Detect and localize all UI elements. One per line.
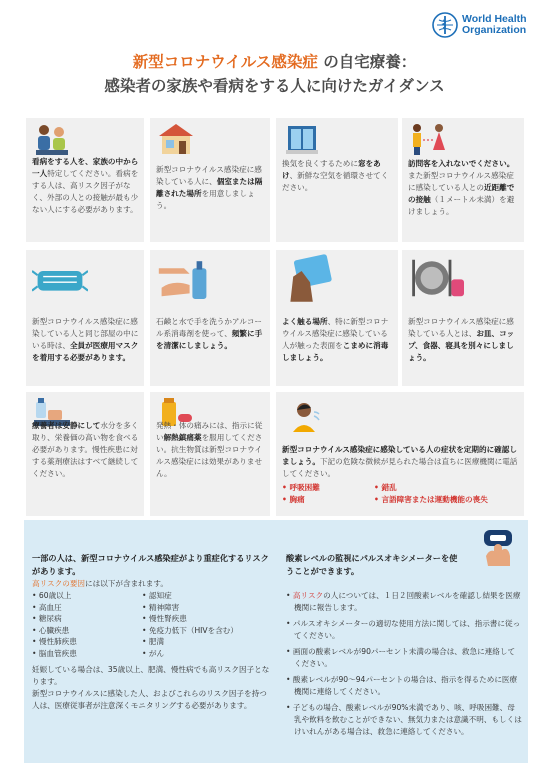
guidance-text-bold: 療養者は安静にして xyxy=(32,421,101,430)
guidance-text xyxy=(408,316,519,364)
page-title: 新型コロナウイルス感染症 の自宅療養： xyxy=(132,53,417,71)
guidance-text xyxy=(408,158,519,218)
risk-factor-item: • 60歳以上 xyxy=(32,591,72,600)
bottom-info-panel xyxy=(24,520,528,763)
guidance-text-bold: 窓をあけ xyxy=(282,159,381,180)
danger-sign-list xyxy=(282,482,519,506)
guidance-text-bold: よく触る場所 xyxy=(282,317,328,326)
guidance-text-span: 新型コロナウイルス感染症に感染している人とは、 xyxy=(408,317,514,338)
guidance-text-bold: 看病をする人を、家族の中から一人 xyxy=(32,157,139,178)
symptom-person-icon xyxy=(290,398,324,432)
symptom-card xyxy=(276,392,524,516)
handwash-icon xyxy=(156,254,212,302)
guidance-text-span: 特定してください。看病をする人は、高リスク因子がなく、外部の人との接触が最も少ない人にする必要があります。 xyxy=(32,169,139,214)
guidance-card xyxy=(150,118,270,242)
guidance-card xyxy=(26,392,144,516)
guidance-text xyxy=(32,156,139,216)
guidance-card xyxy=(26,250,144,386)
oximeter-bullet: • 高リスクの人については、１日２回酸素レベルを確認し結果を医療機関に報告します。 xyxy=(286,591,521,612)
guidance-text xyxy=(156,164,265,212)
guidance-text-span: 石鹸と水で手を洗うかアルコール系消毒剤を使って、 xyxy=(156,317,263,338)
risk-factor-item: • 高血圧 xyxy=(32,602,62,612)
guidance-card xyxy=(150,250,270,386)
risk-factor-column xyxy=(32,552,270,712)
guidance-card xyxy=(276,118,398,242)
guidance-text-bold: 全員が医療用マスクを着用する必要があります。 xyxy=(32,341,139,362)
risk-factor-item: • 心臓疾患 xyxy=(32,625,70,635)
risk-factor-item: • 精神障害 xyxy=(142,602,180,612)
tableware-icon xyxy=(408,254,464,302)
guidance-text-bold: 訪問客を入れないでください。 xyxy=(408,159,515,168)
pregnancy-note: 妊娠している場合は、35歳以上、肥満、慢性病でも高リスク因子となります。 xyxy=(32,665,270,686)
danger-sign-item: • 言語障害または運動機能の喪失 xyxy=(374,495,488,504)
guidance-card xyxy=(26,118,144,242)
oximeter-bullet: • 画面の酸素レベルが90パーセント未満の場合は、救急に連絡してください。 xyxy=(286,647,516,668)
risk-factor-item: • がん xyxy=(142,648,165,658)
caregiver-icon xyxy=(32,122,72,156)
page-subtitle: 感染者の家族や看病をする人に向けたガイダンス xyxy=(104,77,445,95)
guidance-text-span: 、新鮮な空気を循環させてください。 xyxy=(282,171,389,192)
symptom-intro: 下記の危険な徴候が見られた場合は直ちに医療機関に電話してください。 xyxy=(282,457,518,478)
guidance-text-span: 、特に新型コロナウイルス感染症に感染している人が触った表面を xyxy=(282,317,389,350)
guidance-text-span: 新型コロナウイルス感染症に感染している人に、 xyxy=(156,165,262,186)
danger-sign-item: • 胸痛 xyxy=(282,495,305,504)
guidance-card xyxy=(402,118,524,242)
guidance-text xyxy=(156,420,265,480)
risk-label: 高リスクの要因には以下が含まれます。 xyxy=(32,579,168,588)
distance-icon xyxy=(408,122,448,156)
guidance-text-bold: 個室または隔離された場所 xyxy=(156,177,263,198)
risk-factor-list xyxy=(32,590,270,659)
guidance-text-bold: お皿、コップ、食器、寝具を別々にしましょう。 xyxy=(408,329,515,362)
guidance-text-span: 水分を多く取り、栄養価の高い物を食べる必要があります。慢性疾患に対する薬剤療法はすべて継続してください。 xyxy=(32,421,139,478)
who-logo xyxy=(432,12,527,38)
guidance-text xyxy=(32,420,139,480)
oximeter-heading: 酸素レベルの監視にパルスオキシメーターを使うことができます。 xyxy=(286,553,458,576)
guidance-text-bold: 近距離での接触 xyxy=(408,183,515,204)
guidance-card xyxy=(402,250,524,386)
monitoring-note: 新型コロナウイルスに感染した人、およびこれらのリスク因子を持つ人は、医療従事者が注意深くモニタリングする必要があります。 xyxy=(32,689,267,710)
risk-factor-item: • 糖尿病 xyxy=(32,614,62,623)
risk-factor-item: • 脳血管疾患 xyxy=(32,648,77,658)
oximeter-bullet: • 酸素レベルが90～94パーセントの場合は、指示を得るために医療機関に連絡してください。 xyxy=(286,675,518,696)
guidance-text xyxy=(282,316,393,364)
guidance-text xyxy=(282,158,393,194)
risk-factor-item: • 慢性腎疾患 xyxy=(142,614,187,623)
guidance-text-span: 換気を良くするために xyxy=(282,159,358,168)
risk-factor-item: • 慢性肺疾患 xyxy=(32,637,77,646)
guidance-text-bold: 頻繁に手を清潔にしましょう。 xyxy=(156,329,263,350)
risk-factor-item: • 肥満 xyxy=(142,637,165,646)
pulse-oximeter-icon xyxy=(476,526,520,566)
guidance-text-bold: 解熱鎮痛薬 xyxy=(163,433,202,442)
oximeter-bullet: • 子どもの場合、酸素レベルが90%未満であり、咳、呼吸困難、母乳や飲料を飲むことができない、無気力または意識不明、もしくはけいれんがある場合は、救急に連絡してください。 xyxy=(286,703,522,736)
risk-factor-item: • 認知症 xyxy=(142,591,172,600)
guidance-text-span: （１メートル未満）を避けましょう。 xyxy=(408,195,515,216)
who-emblem-icon xyxy=(432,12,458,38)
symptom-intro-bold: 新型コロナウイルス感染症に感染している人の症状を定期的に確認しましょう。 xyxy=(282,445,517,466)
guidance-text-span: を服用してください。抗生物質は新型コロナウイルス感染症には効果がありません。 xyxy=(156,433,263,478)
guidance-text xyxy=(156,316,265,352)
risk-factor-item: • 免疫力低下（HIVを含む） xyxy=(142,625,238,635)
window-icon xyxy=(282,122,322,156)
danger-sign-item: • 呼吸困難 xyxy=(282,483,320,492)
mask-icon xyxy=(32,254,88,302)
oximeter-column xyxy=(286,552,522,738)
guidance-text-span: また新型コロナウイルス感染症に感染している人との xyxy=(408,171,514,192)
guidance-text-bold: こまめに消毒しましょう。 xyxy=(282,341,389,362)
danger-sign-item: • 錯乱 xyxy=(374,483,397,492)
guidance-text-span: 新型コロナウイルス感染症に感染している人と同じ部屋の中にいる時は、 xyxy=(32,317,139,350)
oximeter-bullet: • パルスオキシメーターの適切な使用方法に関しては、指示書に従ってください。 xyxy=(286,619,521,640)
who-wordmark: World Health Organization xyxy=(462,13,527,36)
guidance-card xyxy=(150,392,270,516)
house-icon xyxy=(156,122,196,156)
guidance-text xyxy=(32,316,139,364)
guidance-text-span: を用意しましょう。 xyxy=(156,189,255,210)
risk-heading: 一部の人は、新型コロナウイルス感染症がより重症化するリスクがあります。 xyxy=(32,553,269,576)
guidance-text-span: 発熱・体の痛みには、指示に従い xyxy=(156,421,263,442)
cleaning-icon xyxy=(282,254,338,302)
guidance-card xyxy=(276,250,398,386)
